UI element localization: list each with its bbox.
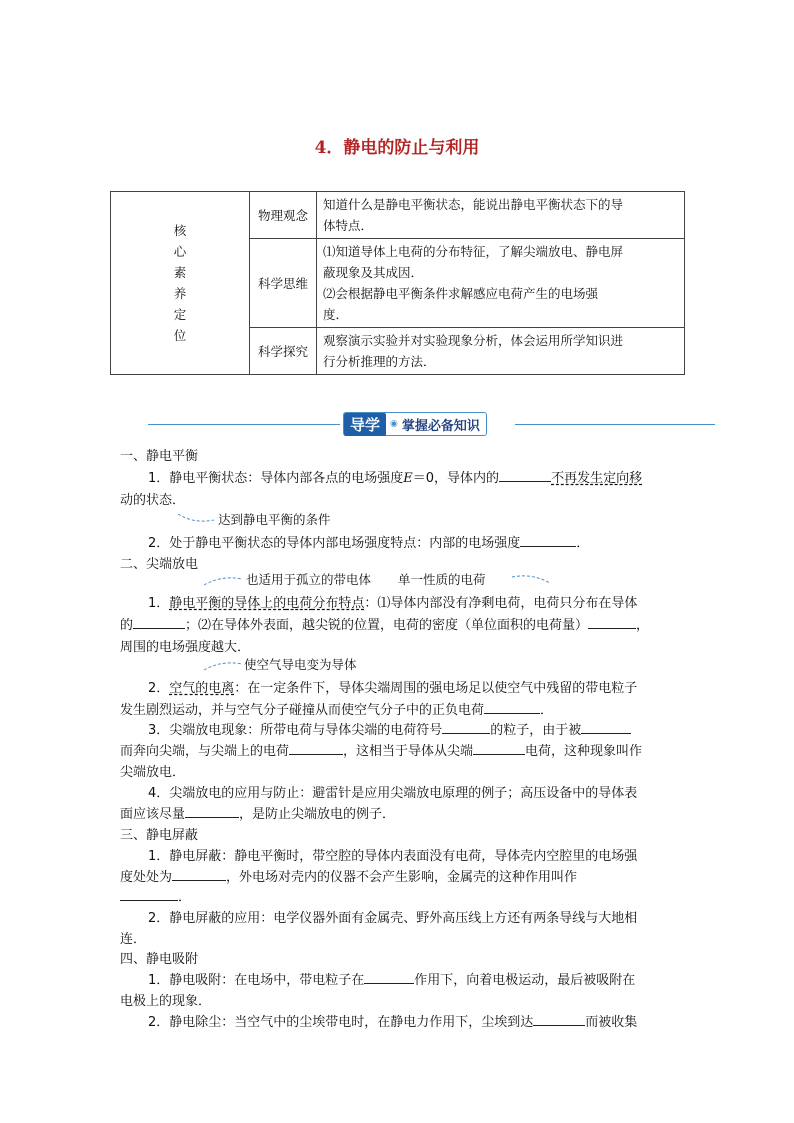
paragraph-line: 周围的电场强度越大． <box>120 640 251 655</box>
category-scientific-inquiry: 科学探究 <box>250 328 317 375</box>
goal-line: 蔽现象及其成因． <box>323 265 424 280</box>
paragraph-line: 2．处于静电平衡状态的导体内部电场强度特点：内部的电场强度 ． <box>148 536 590 551</box>
bullet-icon: ◉ <box>390 419 398 429</box>
paragraph-line: 而奔向尖端，与尖端上的电荷 ，这相当于导体从尖端 电荷，这种现象叫作 <box>120 744 643 759</box>
vertical-char: 核 <box>173 223 187 238</box>
paragraph-line: 尖端放电． <box>120 765 186 780</box>
vertical-char: 位 <box>173 328 187 343</box>
banner-rule-left <box>148 424 340 425</box>
fill-blank[interactable] <box>484 701 540 714</box>
banner-tag: 导学 <box>344 413 386 436</box>
fill-blank[interactable] <box>172 868 226 881</box>
annotation-arrow <box>510 573 552 587</box>
paragraph-line: 2．静电屏蔽的应用：电学仪器外面有金属壳、野外高压线上方还有两条导线与大地相 <box>148 911 638 926</box>
page-title: 4．静电的防止与利用 <box>314 138 480 158</box>
goal-line: 知道什么是静电平衡状态，能说出静电平衡状态下的导 <box>323 197 624 212</box>
fill-blank[interactable] <box>499 469 551 482</box>
paragraph-line: 连． <box>120 932 147 947</box>
paragraph-line: 1．静电平衡状态：导体内部各点的电场强度E＝0，导体内的 不再发生定向移 <box>148 471 643 486</box>
fill-blank[interactable] <box>473 742 525 755</box>
fill-blank[interactable] <box>588 616 636 629</box>
goal-line: 体特点． <box>323 218 374 233</box>
vertical-char: 素 <box>173 265 187 280</box>
vertical-char: 定 <box>173 307 187 322</box>
goal-text <box>317 239 685 328</box>
paragraph-line: 1．静电屏蔽：静电平衡时，带空腔的导体内表面没有电荷，导体壳内空腔里的电场强 <box>148 849 638 864</box>
goal-text <box>317 192 685 239</box>
annotation-note: 达到静电平衡的条件 <box>218 512 331 527</box>
fill-blank[interactable] <box>533 1013 585 1026</box>
vertical-char: 心 <box>173 244 187 259</box>
paragraph-line: 4．尖端放电的应用与防止：避雷针是应用尖端放电原理的例子；高压设备中的导体表 <box>148 786 638 801</box>
goal-line: ⑴知道导体上电荷的分布特征，了解尖端放电、静电屏 <box>323 244 624 259</box>
goal-line: 行分析推理的方法． <box>323 354 436 369</box>
category-physics-concept: 物理观念 <box>250 192 317 239</box>
paragraph-line: 发生剧烈运动，并与空气分子碰撞从而使空气分子中的正负电荷 ． <box>120 703 554 718</box>
goal-line: 观察演示实验并对实验现象分析，体会运用所学知识进 <box>323 333 624 348</box>
paragraph-line: ． <box>120 886 191 905</box>
category-scientific-thinking: 科学思维 <box>250 239 317 328</box>
fill-blank[interactable] <box>364 971 414 984</box>
section-heading: 一、静电平衡 <box>120 449 199 464</box>
fill-blank[interactable] <box>442 721 490 734</box>
paragraph-line: 动的状态． <box>120 493 186 508</box>
paragraph-line: 面应该尽量 ，是防止尖端放电的例子． <box>120 807 396 822</box>
section-banner <box>343 412 487 436</box>
vertical-char: 养 <box>173 286 187 301</box>
fill-blank[interactable] <box>185 805 239 818</box>
section-heading: 四、静电吸附 <box>120 952 199 967</box>
paragraph-line: 1．静电吸附：在电场中，带电粒子在 作用下，向着电极运动，最后被吸附在 <box>148 973 636 988</box>
core-competency-label <box>111 192 250 375</box>
annotation-note: 也适用于孤立的带电体 <box>246 572 372 587</box>
fill-blank[interactable] <box>289 742 343 755</box>
goal-line: 度． <box>323 307 349 322</box>
annotation-arrow <box>176 512 216 526</box>
paragraph-line: 2．静电除尘：当空气中的尘埃带电时，在静电力作用下，尘埃到达 而被收集 <box>148 1015 638 1030</box>
goal-text <box>317 328 685 375</box>
fill-blank[interactable] <box>581 721 631 734</box>
annotation-arrow <box>202 660 244 674</box>
section-heading: 二、尖端放电 <box>120 557 199 572</box>
paragraph-line: 的 ；⑵在导体外表面，越尖锐的位置，电荷的密度（单位面积的电荷量） ， <box>120 618 650 633</box>
fill-blank[interactable] <box>120 888 178 901</box>
annotation-note: 使空气导电变为导体 <box>244 657 357 672</box>
banner-rule-right <box>515 424 715 425</box>
paragraph-line: 电极上的现象． <box>120 994 212 1009</box>
paragraph-line: 2．空气的电离：在一定条件下，导体尖端周围的强电场足以使空气中残留的带电粒子 <box>148 681 638 696</box>
annotation-arrow <box>202 575 244 589</box>
annotation-note: 单一性质的电荷 <box>398 572 486 587</box>
paragraph-line: 3．尖端放电现象：所带电荷与导体尖端的电荷符号 的粒子，由于被 <box>148 719 631 738</box>
paragraph-line: 度处处为 ，外电场对壳内的仪器不会产生影响，金属壳的这种作用叫作 <box>120 870 578 885</box>
fill-blank[interactable] <box>520 534 576 547</box>
goal-line: ⑵会根据静电平衡条件求解感应电荷产生的电场强 <box>323 286 599 301</box>
paragraph-line: 1．静电平衡的导体上的电荷分布特点：⑴导体内部没有净剩电荷，电荷只分布在导体 <box>148 596 638 611</box>
banner-subtitle: 掌握必备知识 <box>401 418 480 434</box>
section-heading: 三、静电屏蔽 <box>120 828 199 843</box>
fill-blank[interactable] <box>133 616 185 629</box>
core-competency-table <box>110 191 685 375</box>
